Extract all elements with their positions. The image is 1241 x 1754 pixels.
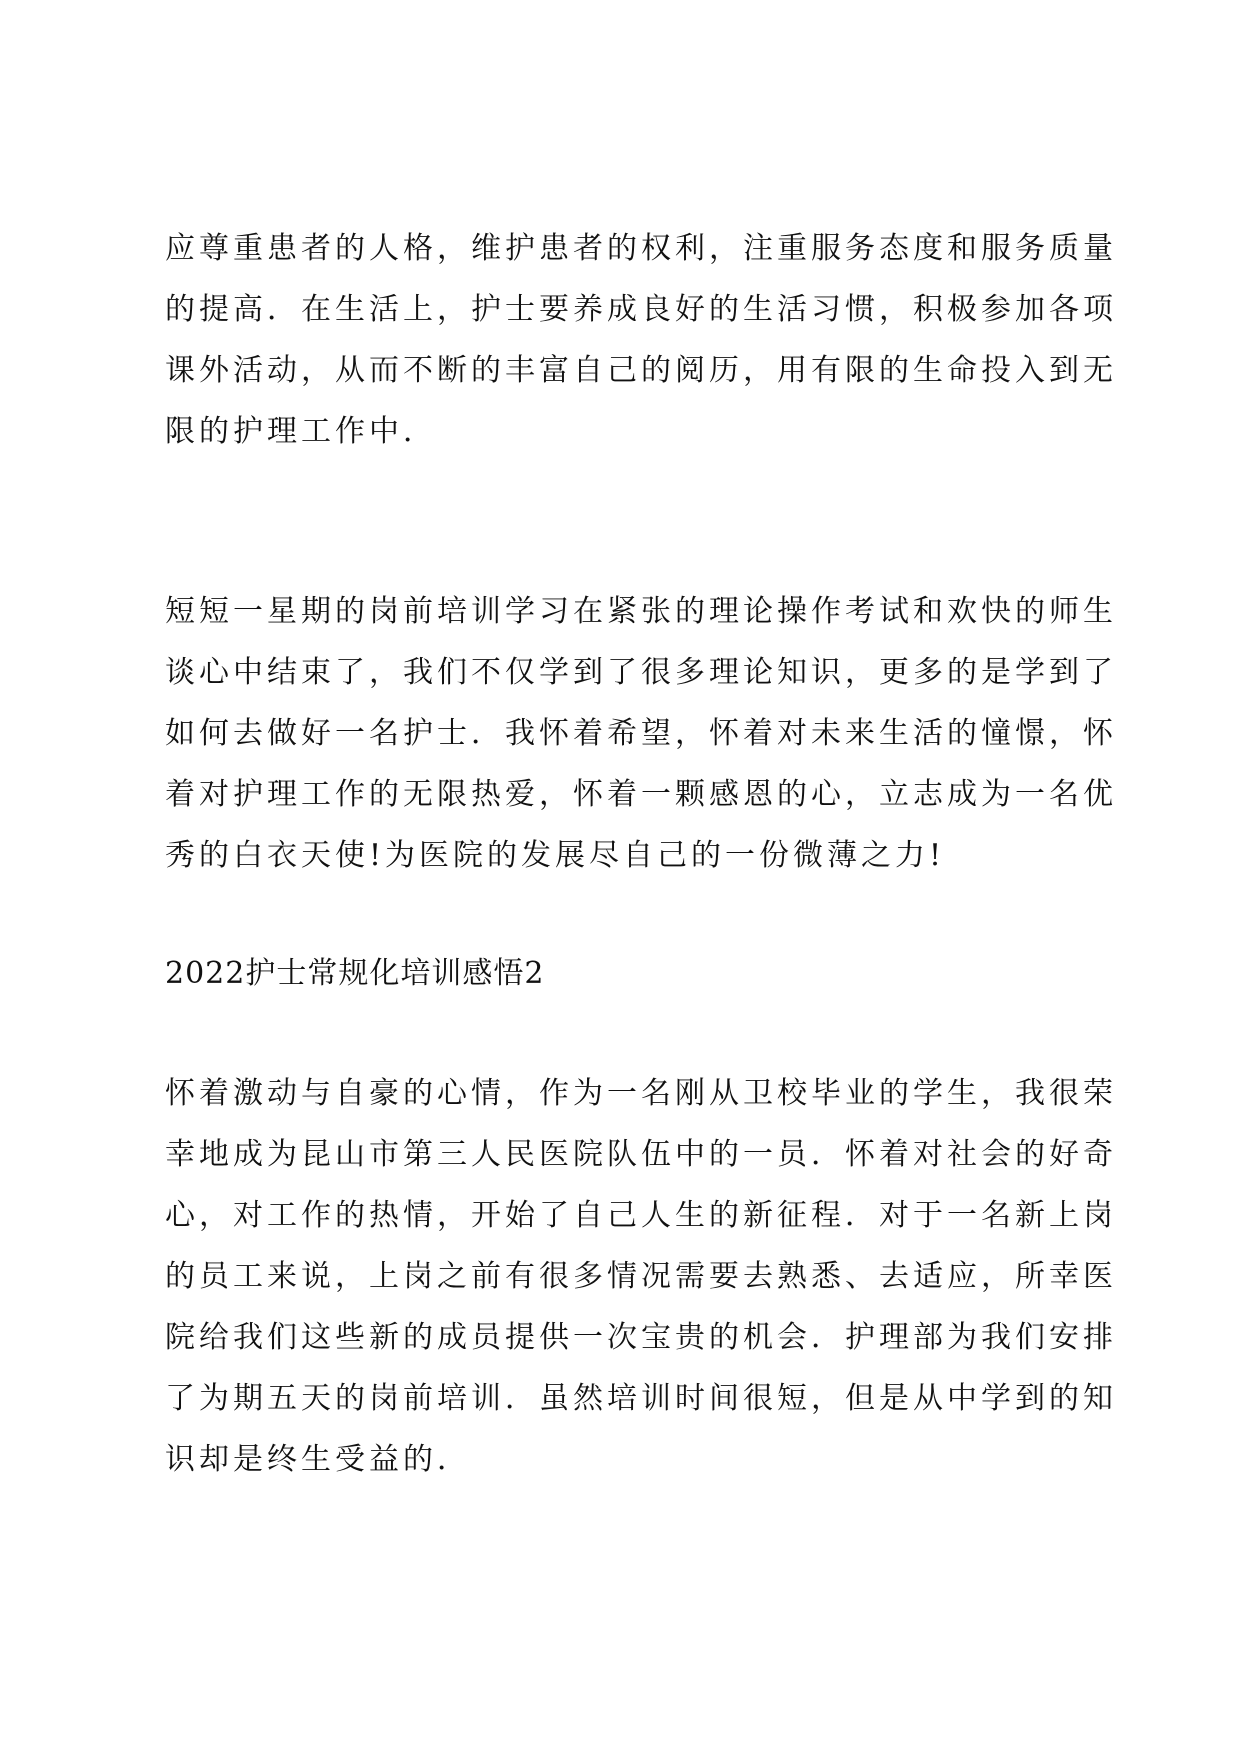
- paragraph-line: 院给我们这些新的成员提供一次宝贵的机会．护理部为我们安排: [165, 1320, 1117, 1355]
- paragraph-line: 的员工来说，上岗之前有很多情况需要去熟悉、去适应，所幸医: [165, 1259, 1117, 1294]
- paragraph-line: 的提高．在生活上，护士要养成良好的生活习惯，积极参加各项: [165, 292, 1117, 327]
- paragraph-line: 谈心中结束了，我们不仅学到了很多理论知识，更多的是学到了: [165, 655, 1117, 690]
- heading-text: 2022护士常规化培训感悟2: [165, 956, 545, 991]
- paragraph-line: 如何去做好一名护士．我怀着希望，怀着对未来生活的憧憬，怀: [165, 716, 1117, 751]
- paragraph-line: 短短一星期的岗前培训学习在紧张的理论操作考试和欢快的师生: [165, 594, 1117, 629]
- paragraph-1: [165, 218, 1117, 462]
- paragraph-line: 限的护理工作中．: [165, 414, 437, 449]
- paragraph-line: 课外活动，从而不断的丰富自己的阅历，用有限的生命投入到无: [165, 353, 1117, 388]
- paragraph-3: [165, 1063, 1117, 1490]
- paragraph-line: 心，对工作的热情，开始了自己人生的新征程．对于一名新上岗: [165, 1198, 1117, 1233]
- paragraph-2: [165, 581, 1117, 886]
- paragraph-line: 怀着激动与自豪的心情，作为一名刚从卫校毕业的学生，我很荣: [165, 1076, 1117, 1111]
- paragraph-line: 着对护理工作的无限热爱，怀着一颗感恩的心，立志成为一名优: [165, 777, 1117, 812]
- paragraph-line: 应尊重患者的人格，维护患者的权利，注重服务态度和服务质量: [165, 231, 1117, 266]
- paragraph-line: 幸地成为昆山市第三人民医院队伍中的一员．怀着对社会的好奇: [165, 1137, 1117, 1172]
- section-heading: [165, 943, 1095, 1004]
- paragraph-line: 识却是终生受益的．: [165, 1442, 471, 1477]
- paragraph-line: 秀的白衣天使!为医院的发展尽自己的一份微薄之力!: [165, 838, 946, 873]
- paragraph-line: 了为期五天的岗前培训．虽然培训时间很短，但是从中学到的知: [165, 1381, 1117, 1416]
